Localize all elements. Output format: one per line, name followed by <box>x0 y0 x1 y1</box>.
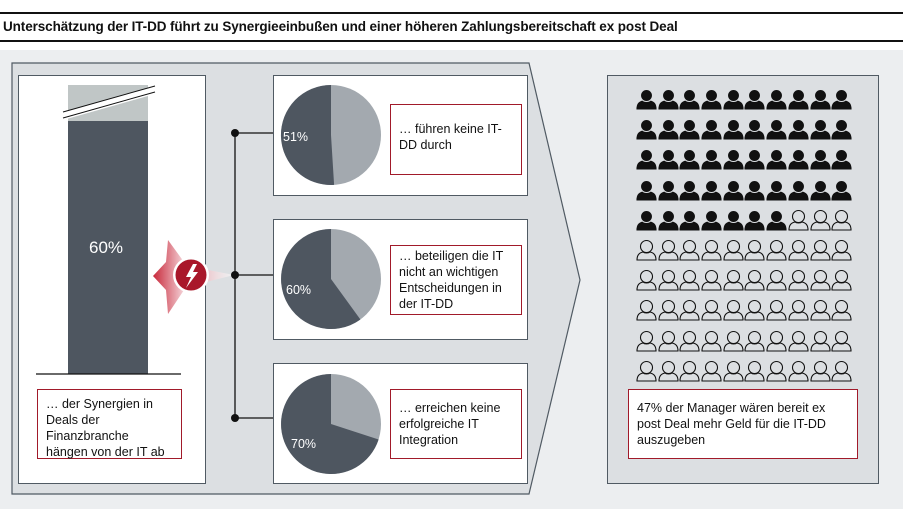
manager-caption: 47% der Manager wären bereit ex post Deal mehr Geld für die IT-DD auszugeben <box>628 389 858 459</box>
person-filled-icon <box>679 179 700 201</box>
person-filled-icon <box>723 88 744 110</box>
person-outline-icon <box>810 239 831 261</box>
pie-2-value: 60% <box>286 283 312 297</box>
pie-1-caption: … führen keine IT-DD durch <box>390 104 522 175</box>
person-outline-icon <box>766 239 787 261</box>
person-outline-icon <box>744 269 765 291</box>
person-filled-icon <box>636 88 657 110</box>
person-filled-icon <box>788 148 809 170</box>
person-filled-icon <box>744 88 765 110</box>
person-filled-icon <box>831 88 852 110</box>
person-outline-icon <box>788 360 809 382</box>
person-outline-icon <box>744 239 765 261</box>
person-outline-icon <box>831 360 852 382</box>
person-outline-icon <box>723 299 744 321</box>
pie-3-value: 70% <box>291 437 317 451</box>
person-outline-icon <box>636 239 657 261</box>
person-outline-icon <box>658 269 679 291</box>
person-outline-icon <box>810 269 831 291</box>
person-filled-icon <box>831 148 852 170</box>
person-outline-icon <box>723 360 744 382</box>
person-filled-icon <box>766 88 787 110</box>
person-outline-icon <box>788 239 809 261</box>
person-outline-icon <box>636 299 657 321</box>
pie-2-caption: … beteiligen die IT nicht an wichtigen Entscheidungen in der IT-DD <box>390 245 522 315</box>
person-outline-icon <box>831 209 852 231</box>
person-filled-icon <box>636 148 657 170</box>
person-filled-icon <box>831 118 852 140</box>
person-outline-icon <box>744 330 765 352</box>
person-outline-icon <box>658 239 679 261</box>
pie-chart-2 <box>281 229 381 329</box>
person-filled-icon <box>658 148 679 170</box>
person-filled-icon <box>788 179 809 201</box>
person-outline-icon <box>788 269 809 291</box>
person-outline-icon <box>701 269 722 291</box>
person-filled-icon <box>744 148 765 170</box>
person-filled-icon <box>723 179 744 201</box>
person-outline-icon <box>658 299 679 321</box>
person-filled-icon <box>723 118 744 140</box>
person-filled-icon <box>658 209 679 231</box>
person-outline-icon <box>679 330 700 352</box>
person-outline-icon <box>744 299 765 321</box>
person-filled-icon <box>679 209 700 231</box>
person-outline-icon <box>766 330 787 352</box>
person-outline-icon <box>788 330 809 352</box>
person-outline-icon <box>636 330 657 352</box>
person-filled-icon <box>701 118 722 140</box>
person-filled-icon <box>810 118 831 140</box>
person-outline-icon <box>701 360 722 382</box>
person-filled-icon <box>701 179 722 201</box>
person-outline-icon <box>658 330 679 352</box>
person-outline-icon <box>810 299 831 321</box>
pie-1-value: 51% <box>283 130 309 144</box>
person-filled-icon <box>723 148 744 170</box>
manager-pictogram-grid <box>636 88 853 390</box>
person-filled-icon <box>810 148 831 170</box>
person-filled-icon <box>788 118 809 140</box>
person-filled-icon <box>636 209 657 231</box>
person-outline-icon <box>723 239 744 261</box>
person-filled-icon <box>723 209 744 231</box>
person-outline-icon <box>810 360 831 382</box>
person-outline-icon <box>766 360 787 382</box>
person-outline-icon <box>810 209 831 231</box>
bar-value-label: 60% <box>89 238 124 257</box>
person-filled-icon <box>766 118 787 140</box>
person-filled-icon <box>701 88 722 110</box>
person-filled-icon <box>788 88 809 110</box>
person-outline-icon <box>679 269 700 291</box>
synergy-caption: … der Synergien in Deals der Finanzbranche hängen von der IT ab <box>37 389 182 459</box>
page-title: Unterschätzung der IT-DD führt zu Synergieeinbußen und einer höheren Zahlungsbereitschaft ex post Deal <box>3 19 678 34</box>
pie-3-caption: … erreichen keine erfolgreiche IT Integration <box>390 389 522 459</box>
person-outline-icon <box>701 330 722 352</box>
person-filled-icon <box>744 118 765 140</box>
person-outline-icon <box>831 269 852 291</box>
person-outline-icon <box>831 330 852 352</box>
person-filled-icon <box>766 209 787 231</box>
person-filled-icon <box>658 118 679 140</box>
person-outline-icon <box>723 269 744 291</box>
person-outline-icon <box>831 299 852 321</box>
person-filled-icon <box>658 179 679 201</box>
person-outline-icon <box>658 360 679 382</box>
person-filled-icon <box>744 179 765 201</box>
person-outline-icon <box>766 299 787 321</box>
person-outline-icon <box>679 360 700 382</box>
person-outline-icon <box>788 209 809 231</box>
person-filled-icon <box>679 148 700 170</box>
person-filled-icon <box>766 148 787 170</box>
person-filled-icon <box>658 88 679 110</box>
person-filled-icon <box>636 118 657 140</box>
person-filled-icon <box>701 148 722 170</box>
person-outline-icon <box>810 330 831 352</box>
person-filled-icon <box>831 179 852 201</box>
person-filled-icon <box>744 209 765 231</box>
person-outline-icon <box>701 299 722 321</box>
person-outline-icon <box>679 239 700 261</box>
person-outline-icon <box>744 360 765 382</box>
person-outline-icon <box>636 269 657 291</box>
person-outline-icon <box>701 239 722 261</box>
pie-chart-3 <box>281 374 381 474</box>
person-outline-icon <box>788 299 809 321</box>
person-filled-icon <box>679 88 700 110</box>
person-outline-icon <box>679 299 700 321</box>
person-filled-icon <box>679 118 700 140</box>
person-outline-icon <box>766 269 787 291</box>
person-outline-icon <box>636 360 657 382</box>
person-filled-icon <box>810 179 831 201</box>
person-outline-icon <box>723 330 744 352</box>
person-filled-icon <box>766 179 787 201</box>
person-filled-icon <box>701 209 722 231</box>
person-filled-icon <box>636 179 657 201</box>
person-filled-icon <box>810 88 831 110</box>
person-outline-icon <box>831 239 852 261</box>
